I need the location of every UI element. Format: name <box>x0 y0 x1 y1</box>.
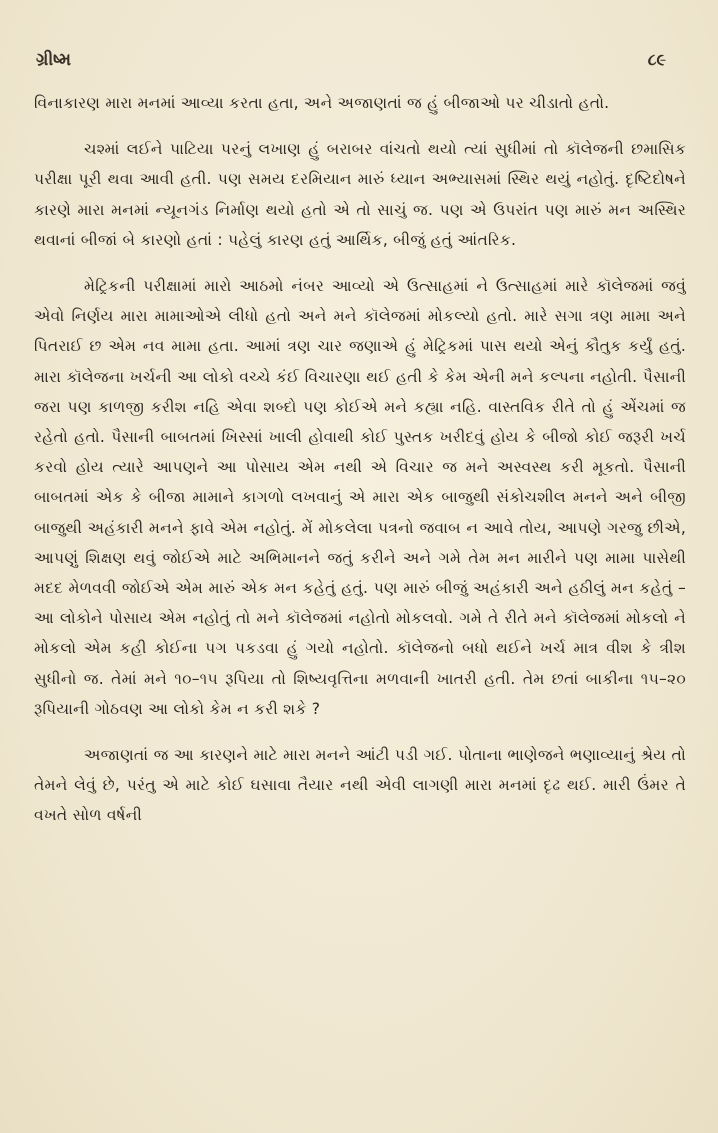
paragraph-3: મેટ્રિકની પરીક્ષામાં મારો આઠમો નંબર આવ્યો એ ઉત્સાહમાં ને ઉત્સાહમાં મારે કૉલેજમાં જવું એવો નિર્ણય મારા મામાઓએ લીધો હતો અને મને કૉલેજમાં મોકલ્યો હતો. મારે સગા ત્રણ મામા અને પિતરાઈ છ એમ નવ મામા હતા. આમાં ત્રણ ચાર જણાએ હું મેટ્રિકમાં પાસ થયો એનું કૌતુક કર્યું હતું. મારા કૉલેજના ખર્ચની આ લોકો વચ્ચે કંઈ વિચારણા થઈ હતી કે કેમ એની મને કલ્પના નહોતી. પૈસાની જરા પણ કાળજી કરીશ નહિ એવા શબ્દો પણ કોઈએ મને કહ્યા નહિ. વાસ્તવિક રીતે તો હું એંચમાં જ રહેતો હતો. પૈસાની બાબતમાં ખિસ્સાં ખાલી હોવાથી કોઈ પુસ્તક ખરીદવું હોય કે બીજો કોઈ જરૂરી ખર્ચ કરવો હોય ત્યારે આપણને આ પોસાય એમ નથી એ વિચાર જ મને અસ્વસ્થ કરી મૂકતો. પૈસાની બાબતમાં એક કે બીજા મામાને કાગળો લખવાનું એ મારા એક બાજુથી સંકોચશીલ મનને અને બીજી બાજુથી અહંકારી મનને ફાવે એમ નહોતું. મેં મોકલેલા પત્રનો જવાબ ન આવે તોય, આપણે ગરજુ છીએ, આપણું શિક્ષણ થવું જોઈએ માટે અભિમાનને જતું કરીને અને ગમે તેમ મન મારીને પણ મામા પાસેથી મદદ મેળવવી જોઈએ એમ મારું એક મન કહેતું હતું. પણ મારું બીજું અહંકારી અને હઠીલું મન કહેતું – આ લોકોને પોસાય એમ નહોતું તો મને કૉલેજમાં નહોતો મોકલવો. ગમે તે રીતે મને કૉલેજમાં મોકલો ને મોકલો એમ કહી કોઈના પગ પકડવા હું ગયો નહોતો. કૉલેજનો બધો થઈને ખર્ચ માત્ર વીશ કે ત્રીશ સુધીનો જ. તેમાં મને ૧૦–૧૫ રૂપિયા તો શિષ્યવૃત્તિના મળવાની ખાતરી હતી. તેમ છતાં બાકીના ૧૫–૨૦ રૂપિયાની ગોઠવણ આ લોકો કેમ ન કરી શકે ? <box>34 277 686 718</box>
running-head: ગ્રીષ્મ <box>36 50 72 70</box>
paragraph-2: ચશ્માં લઈને પાટિયા પરનું લખાણ હું બરાબર વાંચતો થયો ત્યાં સુધીમાં તો કૉલેજની છમાસિક પરીક્ષા પૂરી થવા આવી હતી. પણ સમય દરમિયાન મારું ધ્યાન અભ્યાસમાં સ્થિર થયું નહોતું. દૃષ્ટિદોષને કારણે મારા મનમાં ન્યૂનગંડ નિર્માણ થયો હતો એ તો સાચું જ. પણ એ ઉપરાંત પણ મારું મન અસ્થિર થવાનાં બીજાં બે કારણો હતાં : પહેલું કારણ હતું આર્થિક, બીજું હતું આંતરિક. <box>34 140 686 249</box>
paragraph-1: વિનાકારણ મારા મનમાં આવ્યા કરતા હતા, અને અજાણતાં જ હું બીજાઓ પર ચીડાતો હતો. <box>34 94 610 112</box>
page-number: ૮૯ <box>647 50 666 69</box>
body-text <box>34 88 686 1118</box>
paragraph-4: અજાણતાં જ આ કારણને માટે મારા મનને આંટી પડી ગઈ. પોતાના ભાણેજને ભણાવ્યાનું શ્રેય તો તેમને લેવું છે, પરંતુ એ માટે કોઈ ઘસાવા તૈયાર નથી એવી લાગણી મારા મનમાં દૃઢ થઈ. મારી ઉંમર તે વખતે સોળ વર્ષની <box>34 746 686 825</box>
